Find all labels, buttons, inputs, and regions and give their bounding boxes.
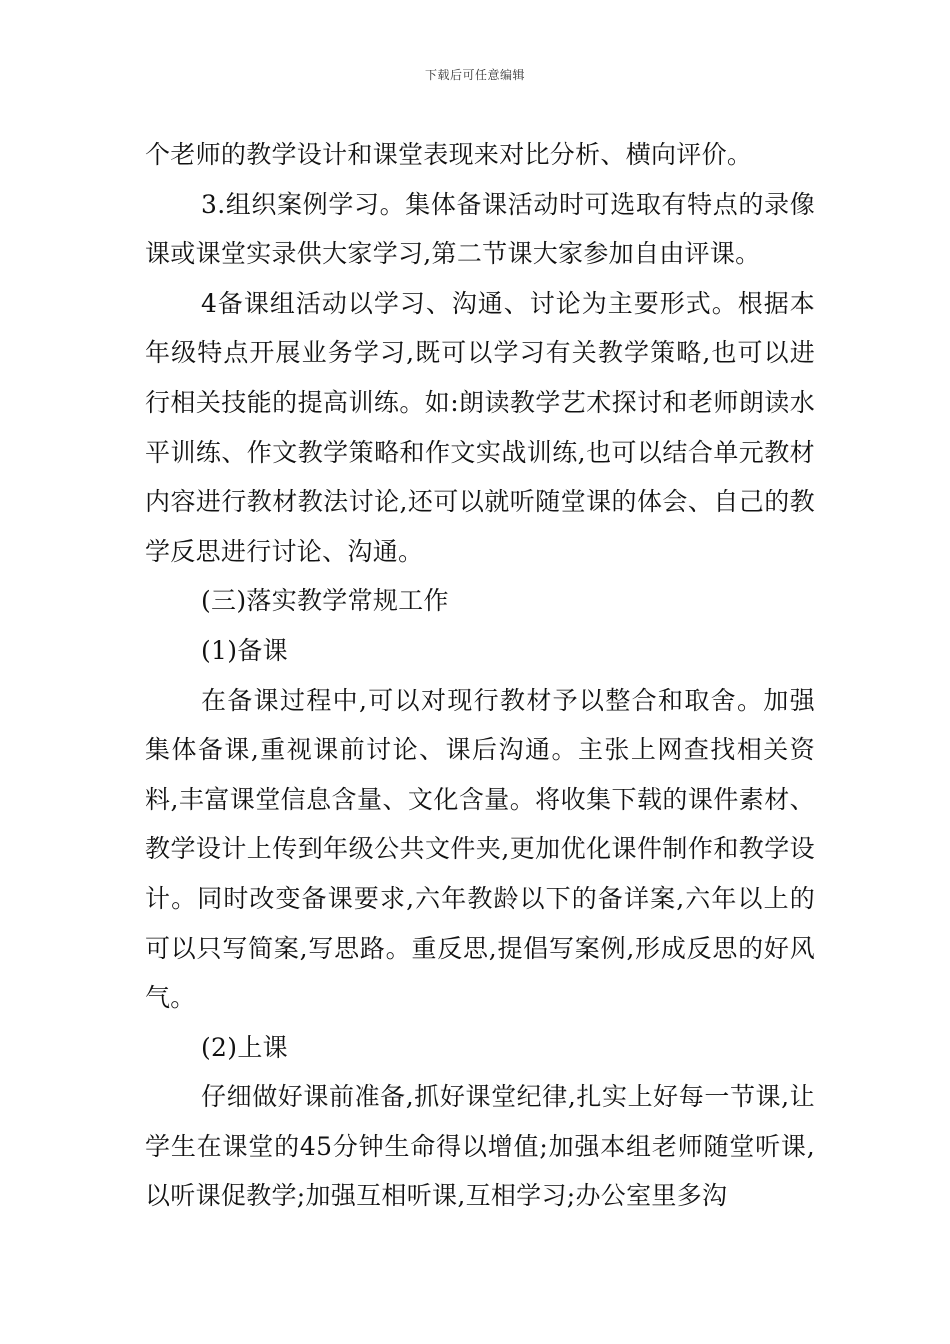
header-note: 下载后可任意编辑 — [424, 68, 525, 82]
paragraph-1: 个老师的教学设计和课堂表现来对比分析、横向评价。 — [145, 140, 753, 169]
subheading-teaching: (2)上课 — [201, 1032, 288, 1062]
subheading-lesson-prep: (1)备课 — [201, 635, 288, 665]
paragraph-lesson-prep: 在备课过程中,可以对现行教材予以整合和取舍。加强集体备课,重视课前讨论、课后沟通。主张上网查找相关资料,丰富课堂信息含量、文化含量。将收集下载的课件素材、教学设计上传到年级公共文件夹,更加优化课件制作和教学设计。同时改变备课要求,六年教龄以下的备详案,六年以上的可以只写简案,写思路。重反思,提倡写案例,形成反思的好风气。 — [145, 685, 815, 1013]
document-body — [145, 130, 815, 1221]
section-heading: (三)落实教学常规工作 — [201, 586, 449, 616]
paragraph-2: 3.组织案例学习。集体备课活动时可选取有特点的录像课或课堂实录供大家学习,第二节课大家参加自由评课。 — [145, 189, 815, 269]
paragraph-teaching: 仔细做好课前准备,抓好课堂纪律,扎实上好每一节课,让学生在课堂的45分钟生命得以增值;加强本组老师随堂听课,以听课促教学;加强互相听课,互相学习;办公室里多沟 — [145, 1082, 815, 1211]
paragraph-3: 4备课组活动以学习、沟通、讨论为主要形式。根据本年级特点开展业务学习,既可以学习有关教学策略,也可以进行相关技能的提高训练。如:朗读教学艺术探讨和老师朗读水平训练、作文教学策略和作文实战训练,也可以结合单元教材内容进行教材教法讨论,还可以就听随堂课的体会、自己的教学反思进行讨论、沟通。 — [145, 288, 815, 566]
